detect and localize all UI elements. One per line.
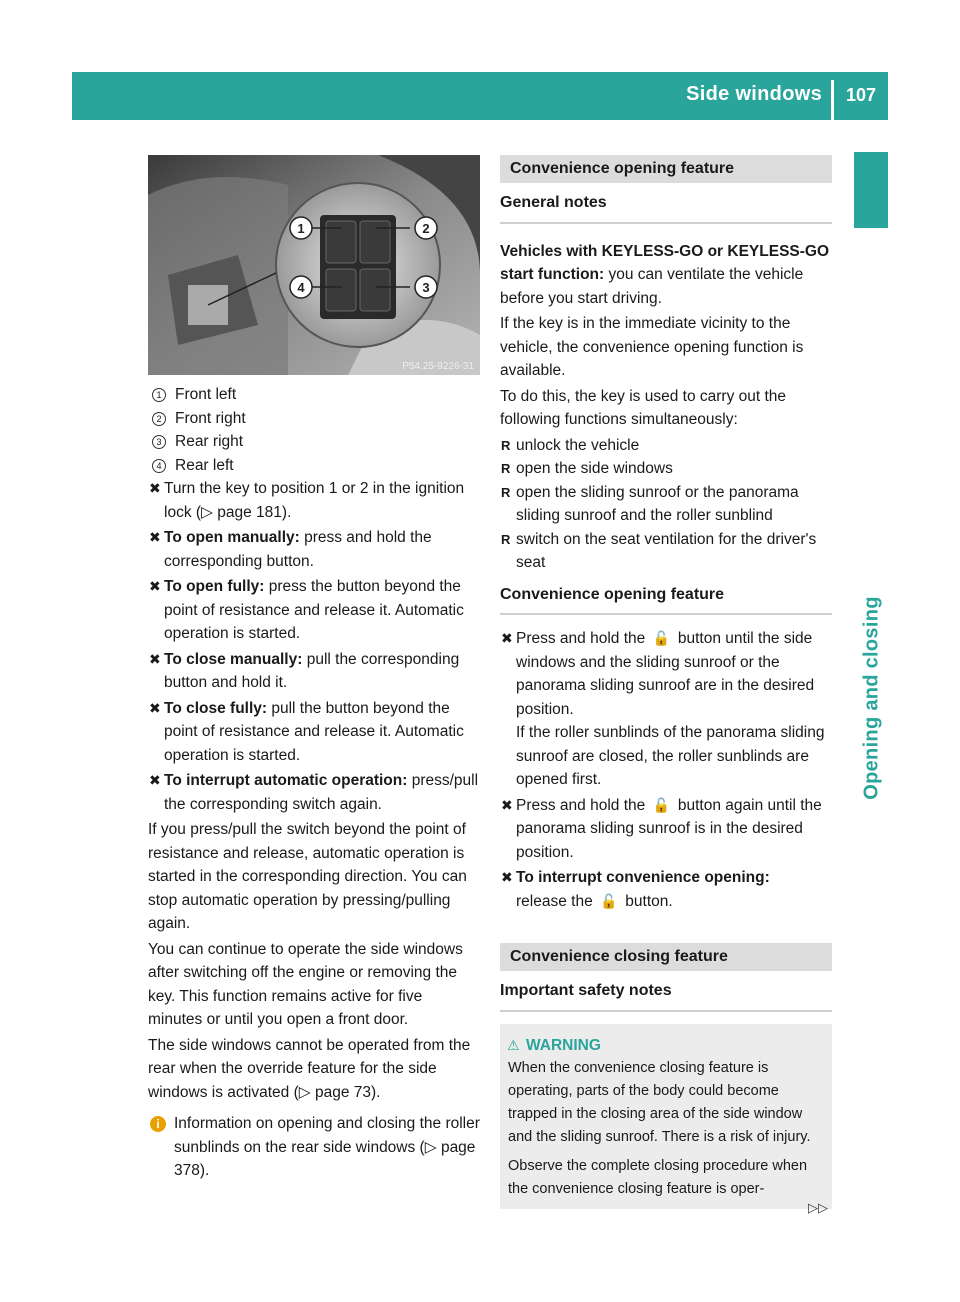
bullet-item xyxy=(500,457,832,481)
step-text: pull the button beyond the point of resistance and release it. Automatic operation is started. xyxy=(164,699,464,764)
step-item xyxy=(500,794,832,865)
legend-item xyxy=(148,383,480,407)
left-column xyxy=(148,383,480,1183)
step-marker-icon: ✖ xyxy=(149,480,161,496)
body-paragraph: If you press/pull the switch beyond the point of resistance and release, automatic operation is started in the corresponding direction. You can stop automatic operation by pressing/pulling again. xyxy=(148,821,467,932)
bullet-item xyxy=(500,481,832,528)
bullet-text: open the side windows xyxy=(516,460,673,477)
svg-text:3: 3 xyxy=(422,280,430,295)
step-text: Press and hold the xyxy=(516,630,650,647)
legend-item xyxy=(148,407,480,431)
warning-heading xyxy=(508,1034,824,1058)
page-number: 107 xyxy=(845,85,876,105)
bullet-list xyxy=(500,434,832,575)
step-item xyxy=(148,526,480,573)
info-text: Information on opening and closing the roller sunblinds on the rear side windows (▷ page 378). xyxy=(174,1115,480,1179)
warning-title: WARNING xyxy=(526,1036,601,1054)
page-header-bar xyxy=(72,72,888,120)
step-text: button until the side windows and the sliding sunroof or the panorama sliding sunroof are in the desired position. xyxy=(516,630,815,718)
svg-text:2: 2 xyxy=(422,221,430,236)
continue-marker: ▷▷ xyxy=(808,1200,828,1215)
callout-number: 1 xyxy=(152,388,166,402)
svg-text:4: 4 xyxy=(297,280,305,295)
body-paragraph: If the key is in the immediate vicinity to the vehicle, the convenience opening function is available. xyxy=(500,315,804,379)
unlock-icon: 🔓 xyxy=(600,892,618,909)
side-chapter-text: Opening and closing xyxy=(860,596,883,800)
step-marker-icon: ✖ xyxy=(501,630,513,646)
bullet-marker: R xyxy=(501,461,511,476)
body-paragraph: To do this, the key is used to carry out the following functions simultaneously: xyxy=(500,387,787,428)
step-text: press and hold the corresponding button. xyxy=(164,529,432,570)
step-item xyxy=(148,575,480,646)
unlock-icon: 🔓 xyxy=(652,630,671,646)
step-text: release the xyxy=(516,892,597,910)
step-marker-icon: ✖ xyxy=(501,796,513,813)
step-bold: To interrupt convenience opening: xyxy=(516,869,770,886)
step-marker-icon: ✖ xyxy=(149,699,161,716)
step-text: press/pull the corresponding switch again. xyxy=(164,772,479,813)
subsection-heading: Important safety notes xyxy=(500,979,832,1012)
step-bold: To open manually: xyxy=(164,529,300,546)
step-item xyxy=(148,477,480,524)
callout-number: 2 xyxy=(152,412,166,426)
body-paragraph: The side windows cannot be operated from the rear when the override feature for the side windows is activated (▷ page 73). xyxy=(148,1036,471,1101)
step-bold: To close manually: xyxy=(164,650,303,668)
warning-box xyxy=(500,1024,832,1210)
intro-text: you can ventilate the vehicle before you start driving. xyxy=(500,266,804,307)
step-item xyxy=(148,697,480,768)
step-bold: To close fully: xyxy=(164,699,268,717)
bullet-item xyxy=(500,434,832,458)
intro-bold: Vehicles with KEYLESS-GO or KEYLESS-GO start function: xyxy=(500,242,830,283)
callout-number: 3 xyxy=(152,435,166,449)
step-text: pull the corresponding button and hold it. xyxy=(164,650,460,691)
position-legend xyxy=(148,383,480,477)
step-text: Turn the key to position 1 or 2 in the ignition lock (▷ page 181). xyxy=(164,480,465,521)
warning-text: When the convenience closing feature is operating, parts of the body could become trapped in the closing area of the side window and the sliding sunroof. There is a risk of injury. xyxy=(508,1060,811,1145)
subsection-heading: Convenience opening feature xyxy=(500,583,832,616)
bullet-text: switch on the seat ventilation for the driver's seat xyxy=(516,530,817,571)
bullet-item xyxy=(500,528,832,575)
callout-number: 4 xyxy=(152,459,166,473)
step-bold: To interrupt automatic operation: xyxy=(164,772,408,789)
warning-text: Observe the complete closing procedure when the convenience closing feature is oper- xyxy=(508,1158,808,1197)
intro-paragraph xyxy=(500,240,832,311)
step-item xyxy=(148,769,480,816)
bullet-marker: R xyxy=(501,531,511,547)
step-marker-icon: ✖ xyxy=(149,529,161,545)
window-switch-illustration xyxy=(148,155,480,375)
step-text: press the button beyond the point of resistance and release it. Automatic operation is started. xyxy=(164,578,464,642)
legend-label: Front left xyxy=(175,386,237,403)
info-icon: i xyxy=(150,1116,166,1132)
body-paragraph: You can continue to operate the side windows after switching off the engine or removing the key. This function remains active for five minutes or until you open a front door. xyxy=(148,940,463,1028)
step-marker-icon: ✖ xyxy=(501,869,513,885)
subsection-heading: General notes xyxy=(500,191,832,224)
legend-item xyxy=(148,454,480,478)
header-divider xyxy=(831,80,834,120)
bullet-text: unlock the vehicle xyxy=(516,436,640,454)
legend-label: Rear left xyxy=(175,456,234,474)
step-marker-icon: ✖ xyxy=(149,772,161,788)
step-note: If the roller sunblinds of the panorama sliding sunroof are closed, the roller sunblinds are opened first. xyxy=(516,724,825,788)
step-list xyxy=(148,477,480,816)
step-text: Press and hold the xyxy=(516,796,650,814)
section-heading: Convenience opening feature xyxy=(500,155,832,183)
step-item xyxy=(500,866,832,913)
step-bold: To open fully: xyxy=(164,578,265,595)
window-switch-photo xyxy=(148,155,480,375)
step-marker-icon: ✖ xyxy=(149,650,161,667)
bullet-marker: R xyxy=(501,484,511,500)
legend-label: Rear right xyxy=(175,433,244,450)
side-tab-marker xyxy=(854,152,888,228)
bullet-marker: R xyxy=(501,437,511,453)
step-item xyxy=(148,648,480,695)
photo-code: P54.25-9226-31 xyxy=(402,361,474,372)
unlock-icon: 🔓 xyxy=(652,796,671,813)
legend-item xyxy=(148,430,480,454)
step-text: button. xyxy=(621,892,673,910)
step-marker-icon: ✖ xyxy=(149,578,161,594)
legend-label: Front right xyxy=(175,409,246,427)
side-chapter-label xyxy=(852,548,892,848)
section-heading: Convenience closing feature xyxy=(500,943,832,971)
warning-triangle-icon: ⚠ xyxy=(507,1036,520,1053)
step-text: button again until the panorama sliding sunroof is in the desired position. xyxy=(516,796,822,861)
bullet-text: open the sliding sunroof or the panorama sliding sunroof and the roller sunblind xyxy=(516,483,799,524)
right-column xyxy=(500,155,832,1209)
svg-text:1: 1 xyxy=(297,221,305,236)
step-item xyxy=(500,627,832,792)
page-header-title: Side windows xyxy=(686,83,822,105)
info-note xyxy=(148,1112,480,1183)
